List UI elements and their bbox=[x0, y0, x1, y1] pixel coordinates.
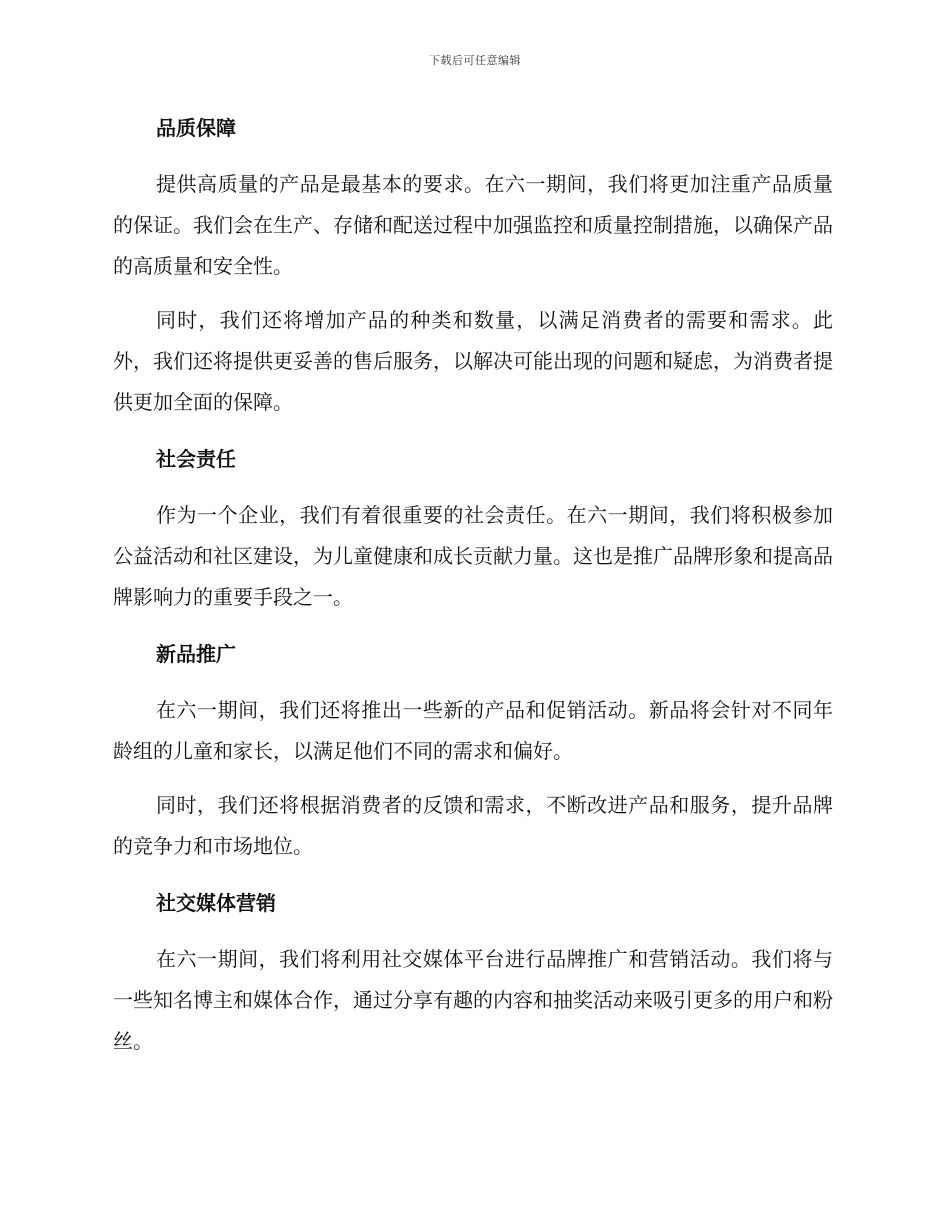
paragraph: 同时，我们还将增加产品的种类和数量，以满足消费者的需要和需求。此外，我们还将提供更妥善的售后服务，以解决可能出现的问题和疑虑，为消费者提供更加全面的保障。 bbox=[113, 308, 833, 414]
page-header: 下载后可任意编辑 bbox=[429, 54, 521, 67]
section-social-media-marketing bbox=[113, 885, 833, 1062]
paragraph: 同时，我们还将根据消费者的反馈和需求，不断改进产品和服务，提升品牌的竞争力和市场地位。 bbox=[113, 793, 833, 858]
section-social-responsibility bbox=[113, 441, 833, 618]
section-heading: 品质保障 bbox=[156, 116, 236, 140]
section-new-product-promotion bbox=[113, 636, 833, 867]
section-heading: 社交媒体营销 bbox=[156, 891, 276, 915]
section-heading: 社会责任 bbox=[156, 447, 236, 471]
paragraph: 在六一期间，我们还将推出一些新的产品和促销活动。新品将会针对不同年龄组的儿童和家长，以满足他们不同的需求和偏好。 bbox=[113, 698, 833, 763]
paragraph: 提供高质量的产品是最基本的要求。在六一期间，我们将更加注重产品质量的保证。我们会在生产、存储和配送过程中加强监控和质量控制措施，以确保产品的高质量和安全性。 bbox=[113, 172, 833, 278]
section-quality-assurance bbox=[113, 110, 833, 423]
section-heading: 新品推广 bbox=[156, 642, 236, 666]
paragraph: 作为一个企业，我们有着很重要的社会责任。在六一期间，我们将积极参加公益活动和社区建设，为儿童健康和成长贡献力量。这也是推广品牌形象和提高品牌影响力的重要手段之一。 bbox=[113, 503, 833, 609]
document-body bbox=[113, 110, 833, 1062]
paragraph: 在六一期间，我们将利用社交媒体平台进行品牌推广和营销活动。我们将与一些知名博主和媒体合作，通过分享有趣的内容和抽奖活动来吸引更多的用户和粉丝。 bbox=[113, 947, 833, 1053]
